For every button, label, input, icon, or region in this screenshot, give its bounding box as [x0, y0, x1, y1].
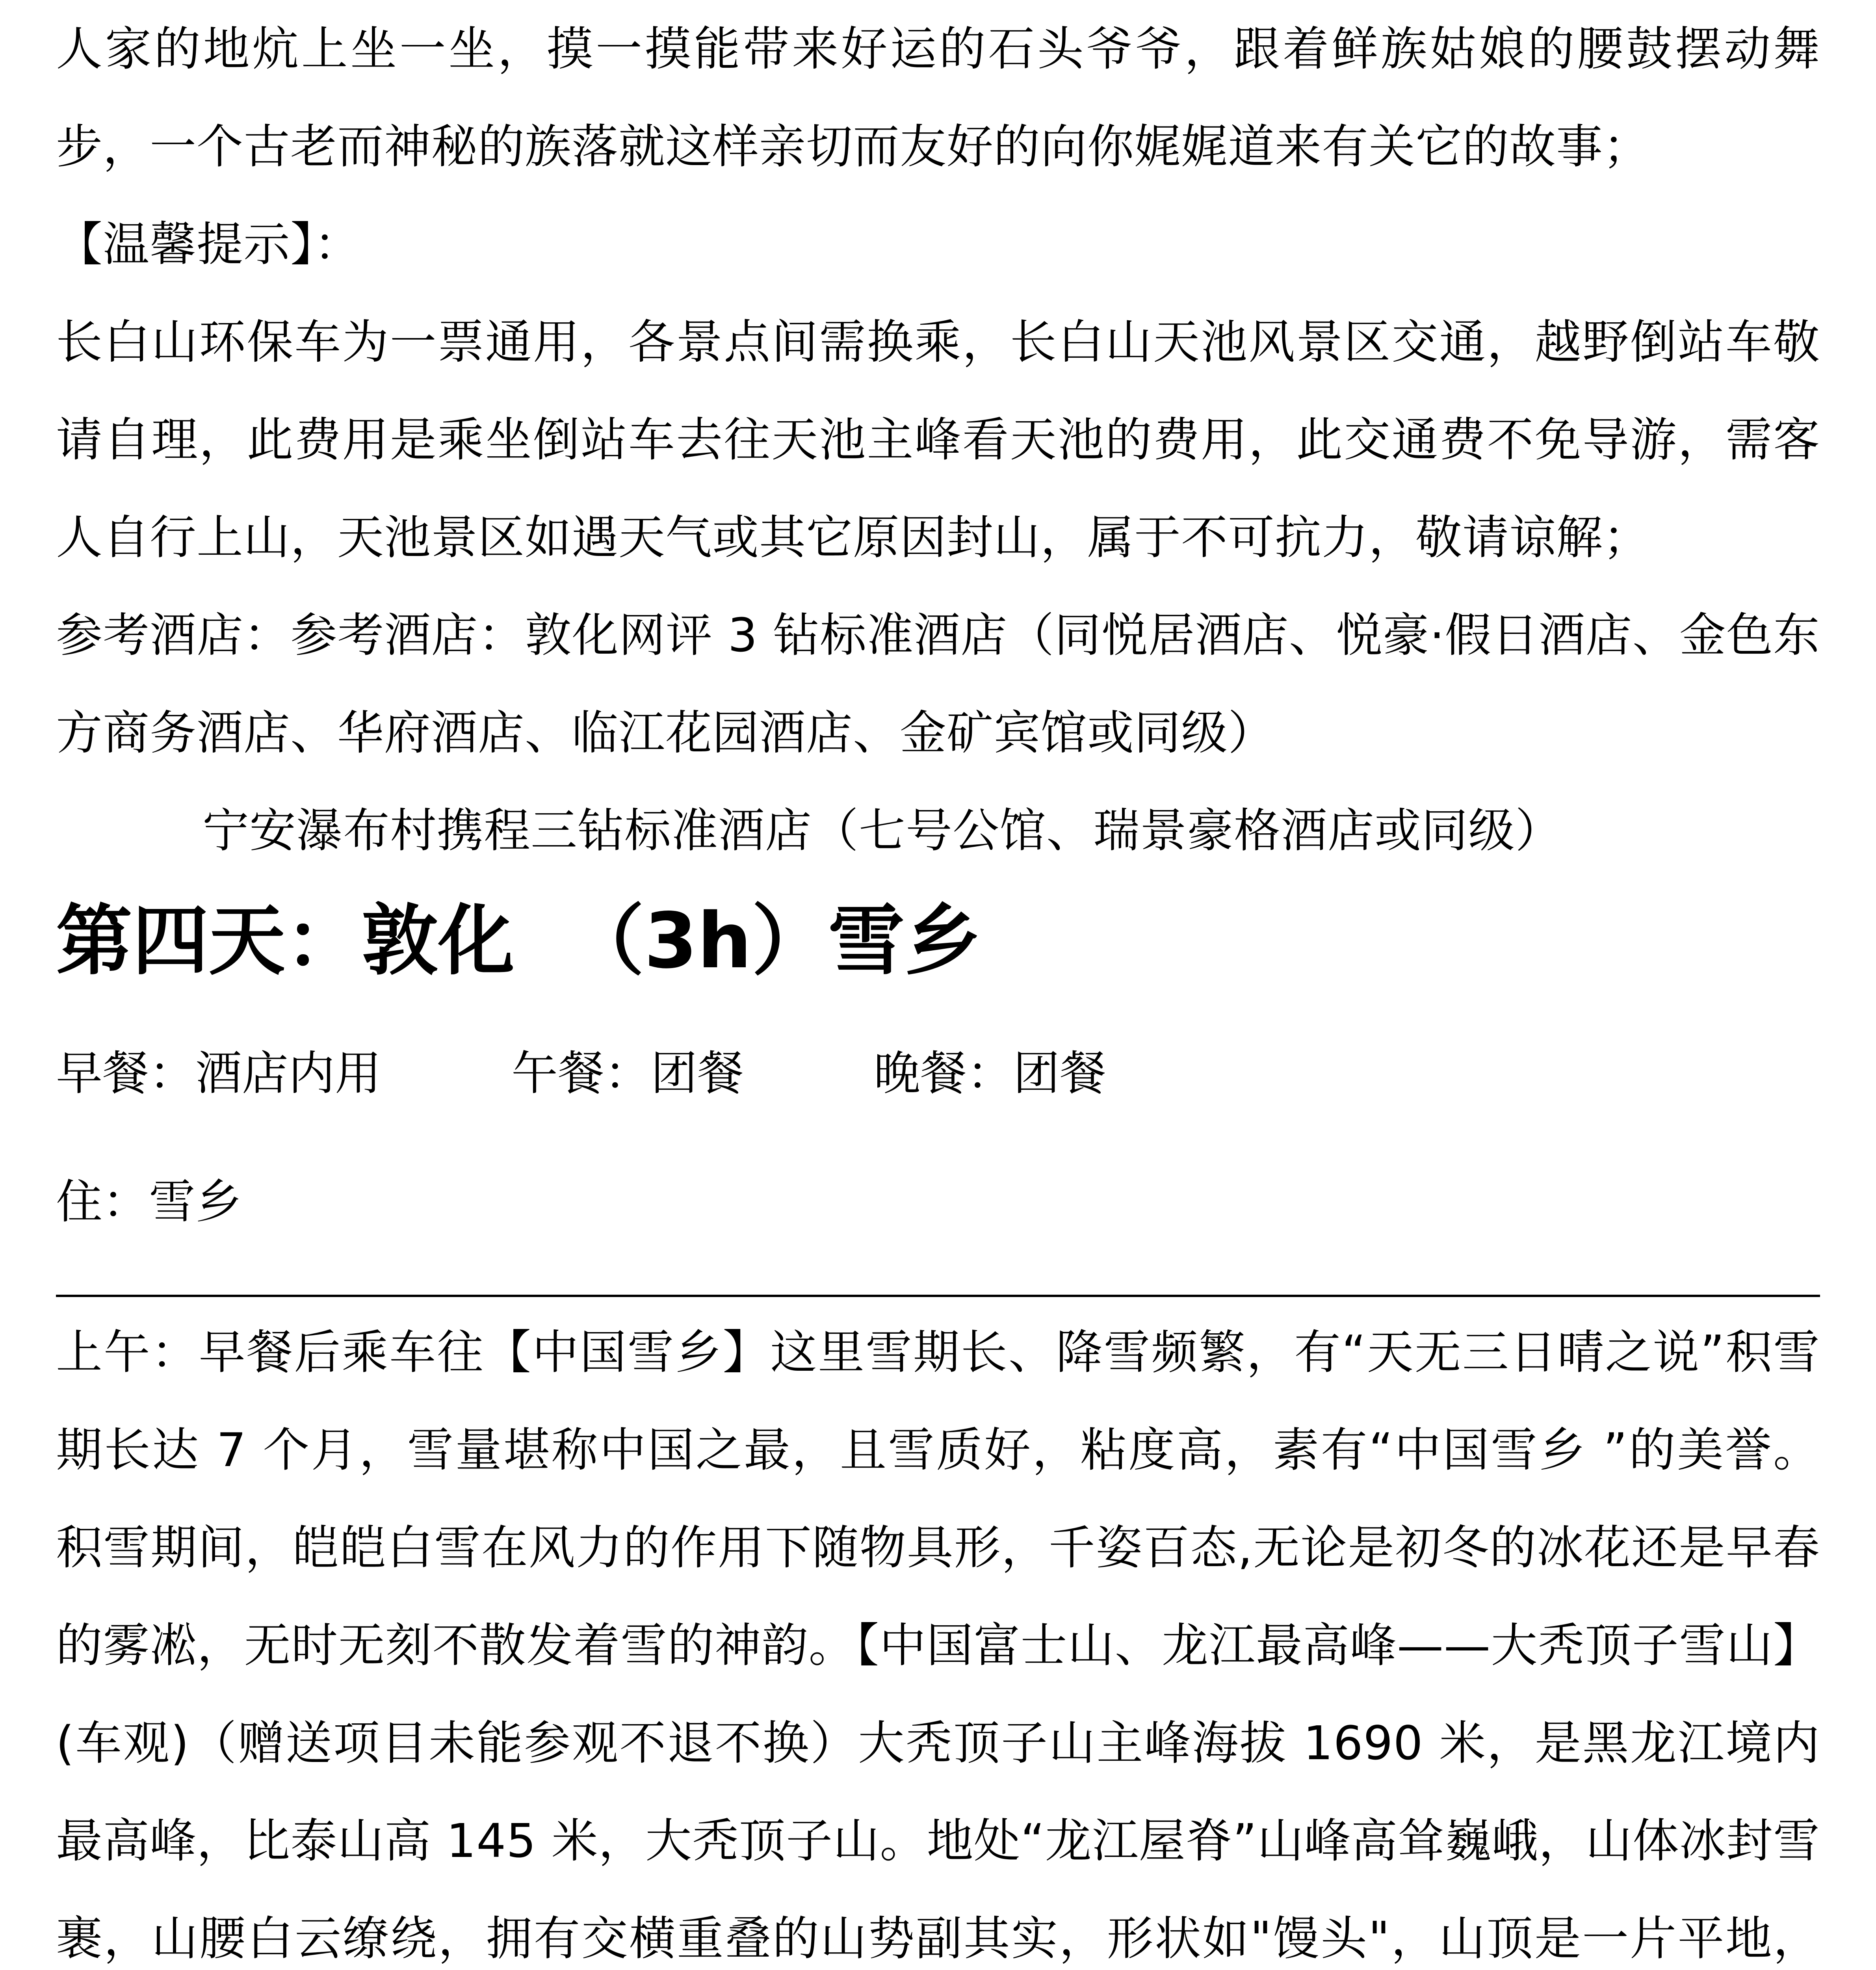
- hotel-alternative: 宁安瀑布村携程三钻标准酒店（七号公馆、瑞景豪格酒店或同级）: [202, 803, 1562, 858]
- stay-line: 住：雪乡: [56, 1175, 242, 1229]
- day-heading: 第四天：敦化 （3h）雪乡: [56, 896, 981, 985]
- tips-label: 【温馨提示】：: [56, 217, 361, 271]
- meal-lunch: 午餐：团餐: [511, 1046, 744, 1100]
- meals-line: [56, 1007, 1820, 1139]
- document-page: [56, 0, 1820, 1970]
- meal-dinner: 晚餐：团餐: [874, 1046, 1107, 1100]
- tips-paragraph: 长白山环保车为一票通用，各景点间需换乘，长白山天池风景区交通，越野倒站车敬请自理，此费用是乘坐倒站车去往天池主峰看天池的费用，此交通费不免导游，需客人自行上山，天池景区如遇天气或其它原因封山，属于不可抗力，敬请谅解；: [56, 315, 1820, 565]
- hotel-paragraph: 参考酒店：参考酒店：敦化网评 3 钻标准酒店（同悦居酒店、悦豪·假日酒店、金色东方商务酒店、华府酒店、临江花园酒店、金矿宾馆或同级）: [56, 608, 1820, 760]
- divider: [56, 1295, 1820, 1297]
- meal-breakfast: 早餐：酒店内用: [56, 1046, 382, 1100]
- morning-paragraph: 上午：早餐后乘车往【中国雪乡】这里雪期长、降雪频繁，有“天无三日晴之说”积雪期长达 7 个月，雪量堪称中国之最，且雪质好，粘度高，素有“中国雪乡 ”的美誉。积雪期间，皑皑白雪在风力的作用下随物具形，千姿百态,无论是初冬的冰花还是早春的雾凇，无时无刻不散发着雪的神韵。【中国富士山、龙江最高峰——大秃顶子雪山】(车观)（赠送项目未能参观不退不换）大秃顶子山主峰海拔 1690 米，是黑龙江境内最高峰，比泰山高 145 米，大秃顶子山。地处“龙江屋脊”山峰高耸巍峨，山体冰封雪裹，山腰白云缭绕，拥有交横重叠的山势副其实，形状如"馒头"，山顶是一片平地，: [56, 1325, 1820, 1966]
- intro-paragraph: 人家的地炕上坐一坐，摸一摸能带来好运的石头爷爷，跟着鲜族姑娘的腰鼓摆动舞步，一个古老而神秘的族落就这样亲切而友好的向你娓娓道来有关它的故事；: [56, 22, 1820, 174]
